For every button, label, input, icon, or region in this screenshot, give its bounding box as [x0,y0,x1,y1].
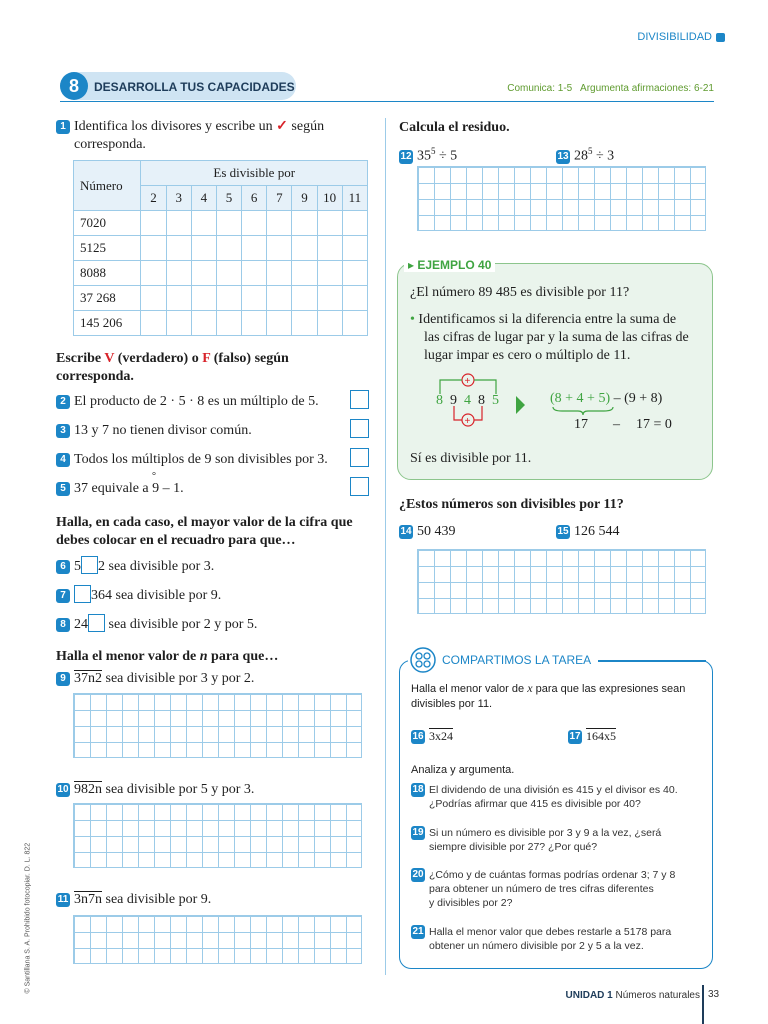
q21-number: 21 [412,926,424,937]
example-label-text: EJEMPLO 40 [417,258,492,272]
q12-rest: ÷ 5 [439,148,458,164]
eq-sum-even: (8 + 4 + 5) [550,391,611,406]
check-cell[interactable] [191,261,216,286]
q13-base: 28 [574,148,588,164]
q6-digit-box[interactable] [81,556,98,574]
q1-text: Identifica los divisores y escribe un [74,119,273,134]
question-14 [399,523,456,541]
q14-text: 50 439 [417,524,456,539]
q3-number: 3 [56,424,70,438]
digit-4: 8 [478,393,485,408]
table-row [74,236,368,261]
q8-digit-box[interactable] [88,614,105,632]
check-cell[interactable] [292,286,317,311]
table-row [74,311,368,336]
menor-title-a: Halla el menor valor de [56,649,197,664]
q4-number: 4 [56,453,70,467]
copyright: © Santillana S. A. Prohibido fotocopiar. D. L. 822 [24,842,32,994]
check-cell[interactable] [216,236,241,261]
check-cell[interactable] [191,311,216,336]
tf-title-b: (verdadero) o [117,351,199,366]
check-cell[interactable] [141,311,166,336]
col-divisible: Es divisible por [141,161,368,186]
check-cell[interactable] [216,311,241,336]
question-11 [56,891,211,909]
q20-line-2: para obtener un número de tres cifras diferentes [429,883,654,895]
check-cell[interactable] [242,261,267,286]
banner-rule [60,101,714,102]
check-cell[interactable] [317,236,342,261]
tf-f: F [202,351,211,366]
q4-text: Todos los múltiplos de 9 son divisibles por 3. [74,452,328,467]
check-cell[interactable] [191,286,216,311]
eq-result-17: 17 [574,417,588,432]
q7-number: 7 [56,589,70,603]
bullet-line-2: las cifras de lugar par y la suma de las cifras de [424,330,689,345]
q15-number: 15 [557,526,569,537]
answer-grid-11[interactable] [73,915,362,964]
example-bullet [410,311,706,365]
number-cell: 7020 [74,211,141,236]
check-cell[interactable] [141,286,166,311]
q13-number: 13 [557,150,569,162]
tarea-intro-a: Halla el menor valor de [411,683,525,695]
header-square-icon [716,33,725,42]
divisor-cell: 2 [141,186,166,211]
divisibility-table [73,160,368,336]
q19-line-1: Si un número es divisible por 3 y 9 a la vez, ¿será [429,827,662,839]
q13-rest: ÷ 3 [596,148,615,164]
check-cell[interactable] [292,261,317,286]
digit-2: 9 [450,393,457,408]
question-9 [56,670,254,688]
check-cell[interactable] [267,311,292,336]
residuo-title: Calcula el residuo. [399,120,510,135]
check-cell[interactable] [317,261,342,286]
question-18 [411,783,678,811]
divisor-cell: 7 [267,186,292,211]
tf-answer-box-2[interactable] [350,390,369,409]
q5-number: 5 [56,482,70,496]
q13-exp: 5 [588,146,593,156]
number-cell: 145 206 [74,311,141,336]
tf-v: V [104,351,115,366]
example-question: ¿El número 89 485 es divisible por 11? [410,285,630,300]
q11-number: 11 [57,894,69,905]
check-cell[interactable] [216,211,241,236]
q19-line-2: siempre divisible por 27? ¿Por qué? [429,841,598,853]
q20-number: 20 [412,869,424,880]
footer-topic: Números naturales [615,990,700,1001]
q15-text: 126 544 [574,524,620,539]
question-10 [56,781,254,799]
group-people-icon [410,647,436,673]
check-cell[interactable] [141,236,166,261]
menor-title [56,648,278,666]
check-cell[interactable] [317,286,342,311]
estos-title: ¿Estos números son divisibles por 11? [399,497,624,512]
q10-number: 10 [57,784,69,795]
banner-number-badge [60,72,88,100]
number-cell: 5125 [74,236,141,261]
tarea-intro-c: divisibles por 11. [411,698,493,710]
tf-item [56,480,184,498]
menor-title-b: para que… [211,649,279,664]
question-20 [411,868,675,910]
q8-pre: 24 [74,617,88,632]
q12-number: 12 [400,150,412,162]
question-17 [568,729,616,744]
q8-post: sea divisible por 2 y por 5. [108,617,258,632]
question-16 [411,729,453,744]
q9-text: sea divisible por 3 y por 2. [105,671,255,686]
check-cell[interactable] [292,311,317,336]
divisor-cell: 4 [191,186,216,211]
q10-expr: 982n [74,782,102,797]
q16-expr: 3x24 [429,729,453,743]
tf-title-c: (falso) según [213,351,289,366]
plus-sign-top: + [464,376,471,387]
q8-number: 8 [56,618,70,632]
check-cell[interactable] [267,286,292,311]
q21-line-1: Halla el menor valor que debes restarle a 5178 para [429,926,672,938]
question-12 [399,142,457,166]
q18-line-2: ¿Podrías afirmar que 415 es divisible por 40? [429,798,641,810]
menor-var: n [199,649,208,664]
divisor-cell: 6 [242,186,267,211]
example-conclusion: Sí es divisible por 11. [410,451,532,466]
check-cell[interactable] [242,211,267,236]
tf-title-a: Escribe [56,351,102,366]
halla-title [56,514,353,550]
section-header [637,31,712,43]
answer-grid-10[interactable] [73,803,362,868]
q12-base: 35 [417,148,431,164]
check-cell[interactable] [342,311,367,336]
bullet-line-1: Identificamos si la diferencia entre la suma de [418,312,677,327]
check-cell[interactable] [166,261,191,286]
divisor-cell: 3 [166,186,191,211]
digit-1: 8 [436,393,443,408]
q5-dot: ° [152,471,156,482]
eq-result: 17 = 0 [636,417,672,432]
check-cell[interactable] [141,261,166,286]
q1-text-c: corresponda. [74,137,146,152]
page-number: 33 [708,989,720,1000]
question-6 [56,556,214,576]
eq-sum-odd: – (9 + 8) [613,391,663,406]
check-cell[interactable] [141,211,166,236]
skills-label: Comunica: 1-5 Argumenta afirmaciones: 6-21 [507,83,714,94]
bullet-icon: • [410,312,415,327]
check-cell[interactable] [292,211,317,236]
q20-line-3: y divisibles por 2? [429,897,513,909]
q17-expr: 164x5 [586,729,616,743]
q6-pre: 5 [74,559,81,574]
checkmark-icon: ✓ [276,119,288,134]
analiza-title: Analiza y argumenta. [411,764,515,776]
q11-text: sea divisible por 9. [105,892,212,907]
q12-exp: 5 [431,146,436,156]
q18-number: 18 [412,784,424,795]
tf-answer-box-4[interactable] [350,448,369,467]
tarea-intro-b: para que las expresiones sean [535,683,686,695]
halla-title-b: debes colocar en el recuadro para que… [56,533,296,548]
q2-text: El producto de 2 · 5 · 8 es un múltiplo de 5. [74,394,319,409]
q1-text-b: según [291,119,325,134]
number-cell: 8088 [74,261,141,286]
col-numero: Número [74,161,141,211]
check-cell[interactable] [267,211,292,236]
question-19 [411,826,661,854]
question-13 [556,142,614,166]
answer-grid-12-13[interactable] [417,166,706,231]
eq-minus: – [613,417,620,432]
table-row [74,286,368,311]
question-21 [411,925,671,953]
question-7 [56,585,221,605]
question-1 [56,118,366,154]
check-cell[interactable] [317,211,342,236]
q7-post: 364 sea divisible por 9. [91,588,222,603]
q17-number: 17 [569,731,581,742]
q5-text: 37 equivale a 9 – 1. [74,481,184,496]
check-cell[interactable] [191,236,216,261]
divisor-cell: 5 [216,186,241,211]
tf-item [56,451,328,469]
table-row [74,261,368,286]
tarea-title: COMPARTIMOS LA TAREA [442,653,592,667]
q18-line-1: El dividendo de una división es 415 y el divisor es 40. [429,784,678,796]
bullet-line-3: lugar impar es cero o múltiplo de 11. [424,348,631,363]
banner-title: DESARROLLA TUS CAPACIDADES [94,80,295,94]
q2-number: 2 [56,395,70,409]
tf-title [56,350,289,386]
tarea-title-rule [598,660,706,662]
q10-text: sea divisible por 5 y por 3. [105,782,255,797]
number-cell: 37 268 [74,286,141,311]
check-cell[interactable] [342,261,367,286]
check-cell[interactable] [166,286,191,311]
plus-sign-bottom: + [464,416,471,427]
q16-number: 16 [412,731,424,742]
question-15 [556,523,620,541]
check-cell[interactable] [317,311,342,336]
q7-digit-box[interactable] [74,585,91,603]
check-cell[interactable] [242,311,267,336]
tarea-intro [411,681,685,712]
q14-number: 14 [400,526,412,537]
q3-text: 13 y 7 no tienen divisor común. [74,423,252,438]
footer-bar [702,985,704,1024]
check-cell[interactable] [166,211,191,236]
tf-answer-box-5[interactable] [350,477,369,496]
digit-5: 5 [492,393,499,408]
check-cell[interactable] [242,286,267,311]
banner-number: 8 [68,76,79,96]
check-cell[interactable] [342,211,367,236]
q6-number: 6 [56,560,70,574]
check-cell[interactable] [267,236,292,261]
check-cell[interactable] [216,286,241,311]
tf-item [56,393,319,411]
q9-number: 9 [56,672,70,686]
divisor-cell: 9 [292,186,317,211]
check-cell[interactable] [166,311,191,336]
brace [552,406,614,416]
check-cell[interactable] [342,236,367,261]
q6-post: 2 sea divisible por 3. [98,559,215,574]
question-8 [56,614,257,634]
digit-3: 4 [464,393,471,408]
column-divider [385,118,386,975]
footer-unit: UNIDAD 1 [565,990,613,1001]
example-label: ▸ EJEMPLO 40 [404,258,495,272]
tf-item [56,422,252,440]
footer [566,990,701,1001]
table-row [74,211,368,236]
tf-answer-box-3[interactable] [350,419,369,438]
section-title: DIVISIBILIDAD [637,31,712,43]
check-cell[interactable] [267,261,292,286]
check-cell[interactable] [166,236,191,261]
arrow-right-icon [516,396,525,414]
digit-diagram [420,368,510,436]
answer-grid-14-15[interactable] [417,549,706,614]
q19-number: 19 [412,827,424,838]
halla-title-a: Halla, en cada caso, el mayor valor de la cifra que [56,515,353,530]
q21-line-2: obtener un número divisible por 2 y 5 a la vez. [429,940,644,952]
check-cell[interactable] [342,286,367,311]
tf-title-d: corresponda. [56,369,134,384]
check-cell[interactable] [242,236,267,261]
q9-expr: 37n2 [74,671,102,686]
check-cell[interactable] [191,211,216,236]
divisor-cell: 11 [342,186,367,211]
check-cell[interactable] [216,261,241,286]
q1-number: 1 [56,120,70,134]
check-cell[interactable] [292,236,317,261]
q20-line-1: ¿Cómo y de cuántas formas podrías ordenar 3; 7 y 8 [429,869,676,881]
answer-grid-9[interactable] [73,693,362,758]
tarea-var: x [527,681,533,695]
q11-expr: 3n7n [74,892,102,907]
divisor-cell: 10 [317,186,342,211]
